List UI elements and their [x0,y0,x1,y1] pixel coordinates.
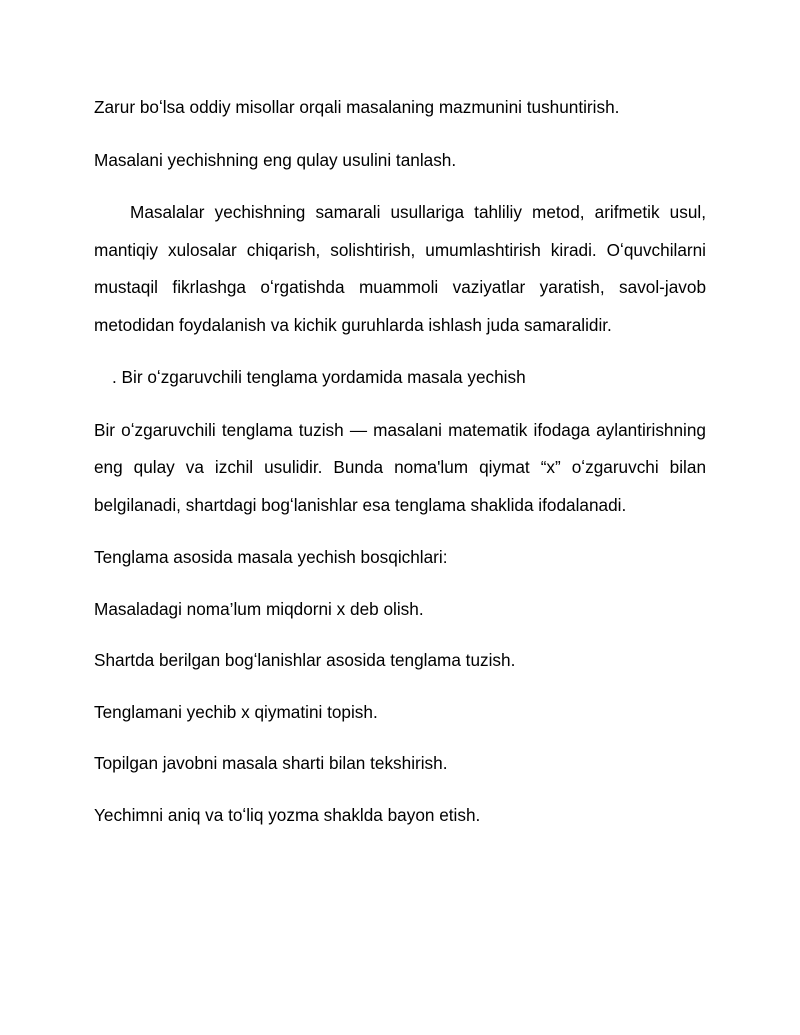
paragraph-steps-title: Tenglama asosida masala yechish bosqichlari: [94,547,448,567]
step-item-5: Yechimni aniq va toʻliq yozma shaklda bayon etish. [94,804,481,825]
paragraph-choose-method: Masalani yechishning eng qulay usulini tanlash. [94,149,457,170]
step-item-3: Tenglamani yechib x qiymatini topish. [94,701,378,722]
paragraph-explain-examples: Zarur boʻlsa oddiy misollar orqali masalaning mazmunini tushuntirish. [94,97,620,117]
step-item-2: Shartda berilgan bogʻlanishlar asosida tenglama tuzish. [94,650,516,670]
step-item-1: Masaladagi noma’lum miqdorni x deb olish. [94,598,424,619]
paragraph-equation-intro: Bir oʻzgaruvchili tenglama tuzish — masalani matematik ifodaga aylantirishning eng qulay va izchil usulidir. Bunda noma'lum qiymat “x” oʻzgaruvchi bilan belgilanadi, shartdagi bogʻlanishlar esa tenglama shaklida ifodalanadi. [94,419,706,515]
document-body [94,89,706,848]
step-item-4: Topilgan javobni masala sharti bilan tekshirish. [94,753,448,773]
paragraph-methods: Masalalar yechishning samarali usullariga tahliliy metod, arifmetik usul, mantiqiy xulosalar chiqarish, solishtirish, umumlashtirish kiradi. Oʻquvchilarni mustaqil fikrlashga oʻrgatishda muammoli vaziyatlar yaratish, savol-javob metodidan foydalanish va kichik guruhlarda ishlash juda samaralidir. [94,202,706,335]
section-heading: . Bir oʻzgaruvchili tenglama yordamida masala yechish [112,367,526,387]
